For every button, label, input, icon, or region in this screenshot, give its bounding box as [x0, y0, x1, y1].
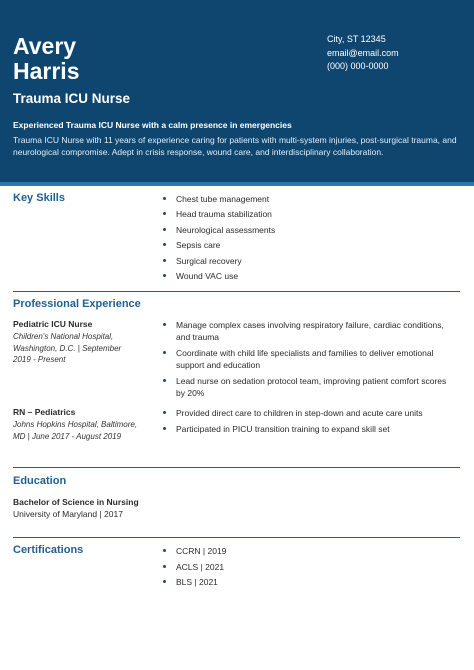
bullet-icon — [163, 243, 166, 246]
bullet-icon — [163, 549, 166, 552]
summary-text: Trauma ICU Nurse with 11 years of experience caring for patients with multi-system injuries, post-surgical trauma, and neurological compromise. Adept in crisis response, wound care, and interdisciplinary collaboration. — [13, 135, 457, 158]
bullet-icon — [163, 379, 166, 382]
job-bullets — [163, 319, 453, 399]
certification-item: CCRN | 2019 — [163, 545, 226, 557]
bullet-icon — [163, 411, 166, 414]
section-divider — [13, 291, 460, 292]
certification-item: ACLS | 2021 — [163, 561, 226, 573]
job-title: Pediatric ICU Nurse — [13, 319, 93, 329]
bullet-icon — [163, 580, 166, 583]
education-school: University of Maryland | 2017 — [13, 509, 123, 519]
bullet-icon — [163, 427, 166, 430]
experience-title: Professional Experience — [13, 298, 141, 310]
job-bullets — [163, 407, 458, 435]
bullet-icon — [163, 565, 166, 568]
bullet-icon — [163, 274, 166, 277]
skill-item: Sepsis care — [163, 239, 275, 251]
section-divider — [13, 537, 460, 538]
skill-item: Chest tube management — [163, 193, 275, 205]
bullet-icon — [163, 259, 166, 262]
job-meta: Johns Hopkins Hospital, Baltimore, MD | June 2017 - August 2019 — [13, 420, 138, 441]
job-role: Trauma ICU Nurse — [13, 91, 131, 106]
bullet-icon — [163, 351, 166, 354]
skill-item: Wound VAC use — [163, 270, 275, 282]
job-bullet: Provided direct care to children in step-down and acute care units — [163, 407, 458, 419]
contact-phone: (000) 000-0000 — [327, 61, 389, 71]
education-title: Education — [13, 475, 67, 487]
education-degree: Bachelor of Science in Nursing — [13, 497, 139, 507]
bullet-icon — [163, 323, 166, 326]
bullet-icon — [163, 197, 166, 200]
first-name: Avery — [13, 33, 77, 59]
job-bullet: Participated in PICU transition training to expand skill set — [163, 423, 458, 435]
skills-title: Key Skills — [13, 192, 65, 204]
bullet-icon — [163, 228, 166, 231]
job-meta: Children's National Hospital, Washington, D.C. | September 2019 - Present — [13, 332, 122, 365]
skill-item: Neurological assessments — [163, 224, 275, 236]
candidate-name — [13, 34, 79, 84]
last-name: Harris — [13, 58, 80, 84]
resume-header — [0, 0, 474, 182]
certifications-title: Certifications — [13, 544, 84, 556]
bullet-icon — [163, 212, 166, 215]
summary-title: Experienced Trauma ICU Nurse with a calm presence in emergencies — [13, 120, 292, 130]
certifications-list — [163, 545, 226, 588]
job-title: RN – Pediatrics — [13, 407, 76, 417]
header-accent-bar — [0, 182, 474, 186]
contact-city: City, ST 12345 — [327, 34, 386, 44]
certification-item: BLS | 2021 — [163, 576, 226, 588]
contact-info — [327, 33, 399, 74]
section-divider — [13, 467, 460, 468]
skill-item: Surgical recovery — [163, 255, 275, 267]
contact-email: email@email.com — [327, 47, 399, 58]
skill-item: Head trauma stabilization — [163, 208, 275, 220]
job-bullet: Manage complex cases involving respiratory failure, cardiac conditions, and trauma — [163, 319, 453, 343]
job-bullet: Lead nurse on sedation protocol team, improving patient comfort scores by 20% — [163, 375, 453, 399]
job-bullet: Coordinate with child life specialists and families to deliver emotional support and education — [163, 347, 453, 371]
skills-list — [163, 193, 275, 282]
